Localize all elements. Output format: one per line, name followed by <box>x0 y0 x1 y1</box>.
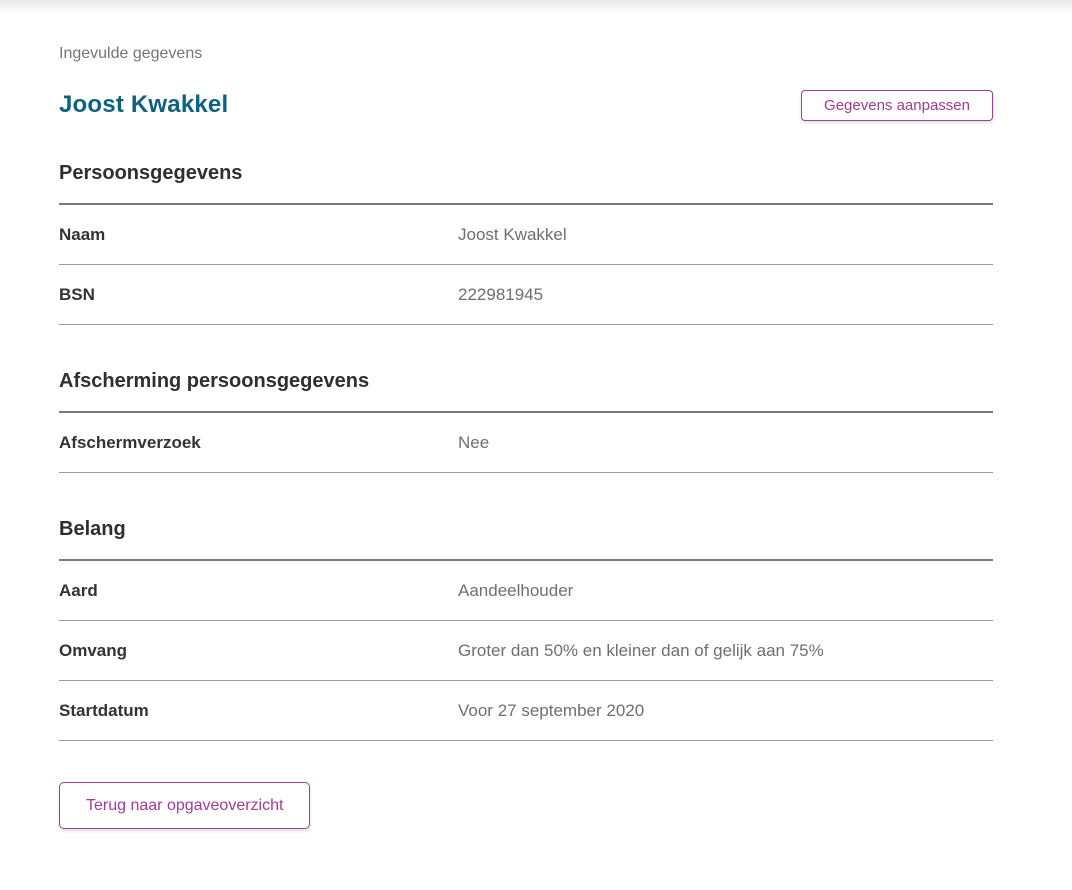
row-label: Startdatum <box>59 700 149 720</box>
row-label: Afschermverzoek <box>59 432 201 452</box>
section-title: Afscherming persoonsgegevens <box>59 370 370 393</box>
table-row <box>59 561 993 621</box>
row-label: Naam <box>59 224 106 244</box>
row-label: BSN <box>59 284 95 304</box>
row-value: 222981945 <box>458 284 544 304</box>
section-title: Persoonsgegevens <box>59 162 243 185</box>
back-to-overview-button[interactable]: Terug naar opgaveoverzicht <box>59 782 310 829</box>
row-label: Omvang <box>59 640 128 660</box>
section-persoonsgegevens <box>59 161 993 325</box>
section-belang <box>59 517 993 741</box>
table-row <box>59 621 993 681</box>
table-row <box>59 205 993 265</box>
row-value: Nee <box>458 432 490 452</box>
details-panel <box>59 0 993 829</box>
breadcrumb-eyebrow: Ingevulde gegevens <box>59 45 203 62</box>
table-row <box>59 681 993 741</box>
row-value: Voor 27 september 2020 <box>458 700 645 720</box>
row-label: Aard <box>59 580 98 600</box>
row-value: Groter dan 50% en kleiner dan of gelijk aan 75% <box>458 640 824 660</box>
section-title: Belang <box>59 518 126 541</box>
page-header <box>59 89 993 121</box>
edit-details-button[interactable]: Gegevens aanpassen <box>801 90 993 121</box>
page-title: Joost Kwakkel <box>59 91 229 119</box>
table-row <box>59 413 993 473</box>
table-row <box>59 265 993 325</box>
row-value: Aandeelhouder <box>458 580 574 600</box>
section-afscherming <box>59 369 993 473</box>
row-value: Joost Kwakkel <box>458 224 567 244</box>
